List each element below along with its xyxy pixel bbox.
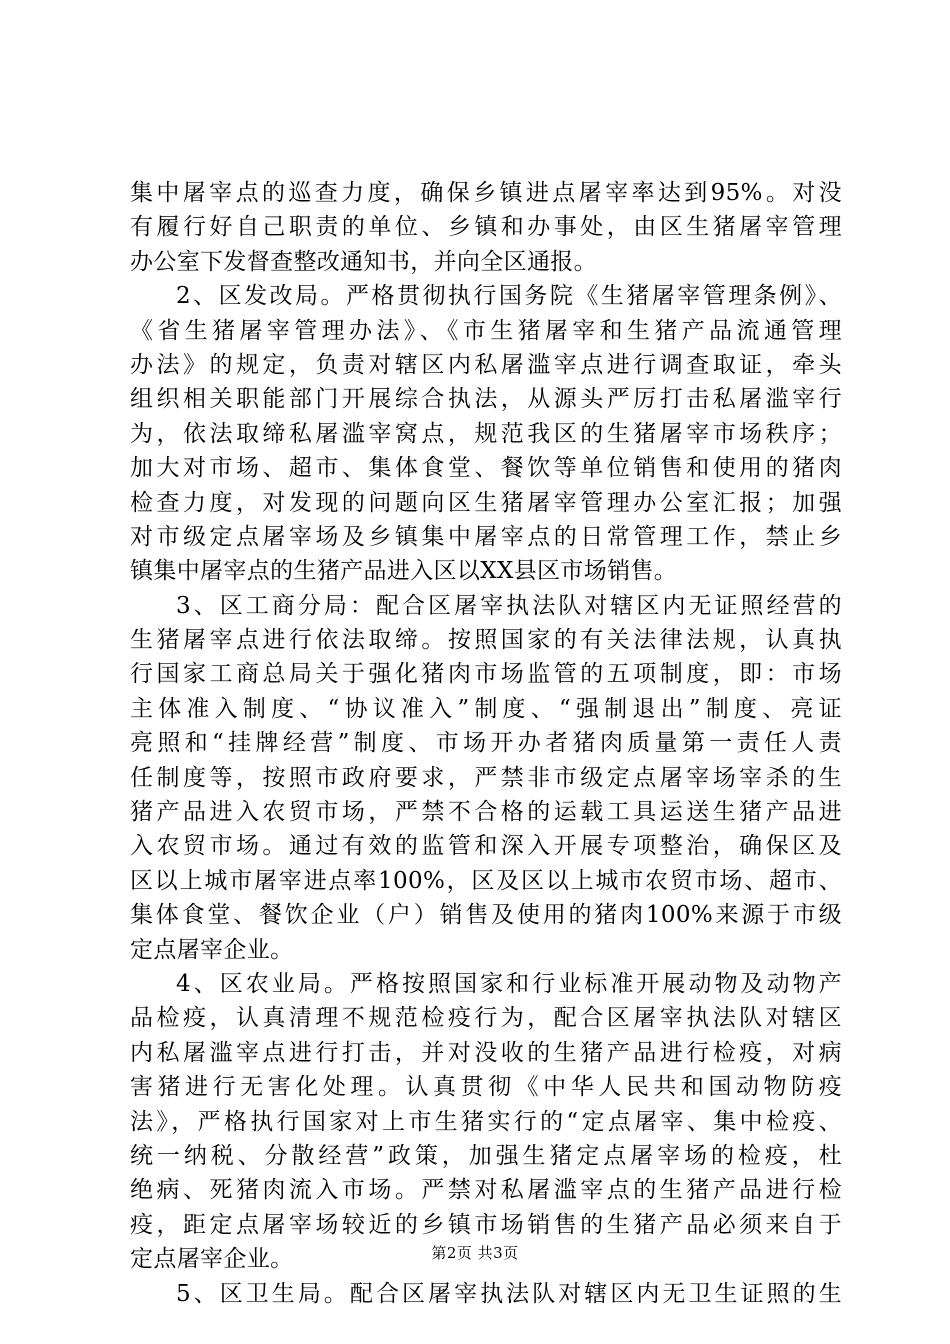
text-line: 有履行好自己职责的单位、乡镇和办事处，由区生猪屠宰管理 xyxy=(130,214,842,241)
text-line: 3、区工商分局：配合区屠宰执法队对辖区内无证照经营的 xyxy=(176,592,842,619)
text-line: 为，依法取缔私屠滥宰窝点，规范我区的生猪屠宰市场秩序； xyxy=(130,420,842,447)
text-line: 主体准入制度、“协议准入”制度、“强制退出”制度、亮证 xyxy=(130,695,842,722)
text-line: 亮照和“挂牌经营”制度、市场开办者猪肉质量第一责任人责 xyxy=(130,730,842,757)
text-line: 生猪屠宰点进行依法取缔。按照国家的有关法律法规，认真执 xyxy=(130,627,842,654)
text-line: 疫，距定点屠宰场较近的乡镇市场销售的生猪产品必须来自于 xyxy=(130,1211,842,1238)
text-line: 集中屠宰点的巡查力度，确保乡镇进点屠宰率达到95%。对没 xyxy=(130,180,842,206)
text-line: 定点屠宰企业。 xyxy=(130,936,294,963)
text-line: 加大对市场、超市、集体食堂、餐饮等单位销售和使用的猪肉 xyxy=(130,455,842,482)
text-line: 5、区卫生局。配合区屠宰执法队对辖区内无卫生证照的生 xyxy=(176,1280,842,1307)
text-line: 绝病、死猪肉流入市场。严禁对私屠滥宰点的生猪产品进行检 xyxy=(130,1177,842,1204)
text-line: 法》，严格执行国家对上市生猪实行的“定点屠宰、集中检疫、 xyxy=(130,1108,842,1135)
text-line: 4、区农业局。严格按照国家和行业标准开展动物及动物产 xyxy=(176,970,842,997)
text-line: 办公室下发督查整改通知书，并向全区通报。 xyxy=(130,248,597,275)
text-line: 检查力度，对发现的问题向区生猪屠宰管理办公室汇报；加强 xyxy=(130,489,842,516)
text-line: 2、区发改局。严格贯彻执行国务院《生猪屠宰管理条例》、 xyxy=(176,283,842,310)
text-line: 入农贸市场。通过有效的监管和深入开展专项整治，确保区及 xyxy=(130,833,842,860)
text-line: 镇集中屠宰点的生猪产品进入区以XX县区市场销售。 xyxy=(130,558,678,585)
text-line: 对市级定点屠宰场及乡镇集中屠宰点的日常管理工作，禁止乡 xyxy=(130,523,842,550)
text-line: 任制度等，按照市政府要求，严禁非市级定点屠宰场宰杀的生 xyxy=(130,764,842,791)
text-line: 区以上城市屠宰进点率100%，区及区以上城市农贸市场、超市、 xyxy=(130,867,842,894)
document-body xyxy=(130,176,842,1311)
page-footer: 第2页 共3页 xyxy=(431,1244,519,1262)
text-line: 组织相关职能部门开展综合执法，从源头严厉打击私屠滥宰行 xyxy=(130,386,842,413)
text-line: 定点屠宰企业。 xyxy=(130,1246,294,1273)
text-line: 行国家工商总局关于强化猪肉市场监管的五项制度，即：市场 xyxy=(130,661,842,688)
text-line: 《省生猪屠宰管理办法》、《市生猪屠宰和生猪产品流通管理 xyxy=(130,317,842,344)
text-line: 猪产品进入农贸市场，严禁不合格的运载工具运送生猪产品进 xyxy=(130,799,842,826)
text-line: 内私屠滥宰点进行打击，并对没收的生猪产品进行检疫，对病 xyxy=(130,1039,842,1066)
text-line: 害猪进行无害化处理。认真贯彻《中华人民共和国动物防疫 xyxy=(130,1074,842,1101)
text-line: 品检疫，认真清理不规范检疫行为，配合区屠宰执法队对辖区 xyxy=(130,1005,842,1032)
text-line: 集体食堂、餐饮企业（户）销售及使用的猪肉100%来源于市级 xyxy=(130,902,842,929)
text-line: 统一纳税、分散经营”政策，加强生猪定点屠宰场的检疫，杜 xyxy=(130,1142,842,1169)
text-line: 办法》的规定，负责对辖区内私屠滥宰点进行调查取证，牵头 xyxy=(130,351,842,378)
